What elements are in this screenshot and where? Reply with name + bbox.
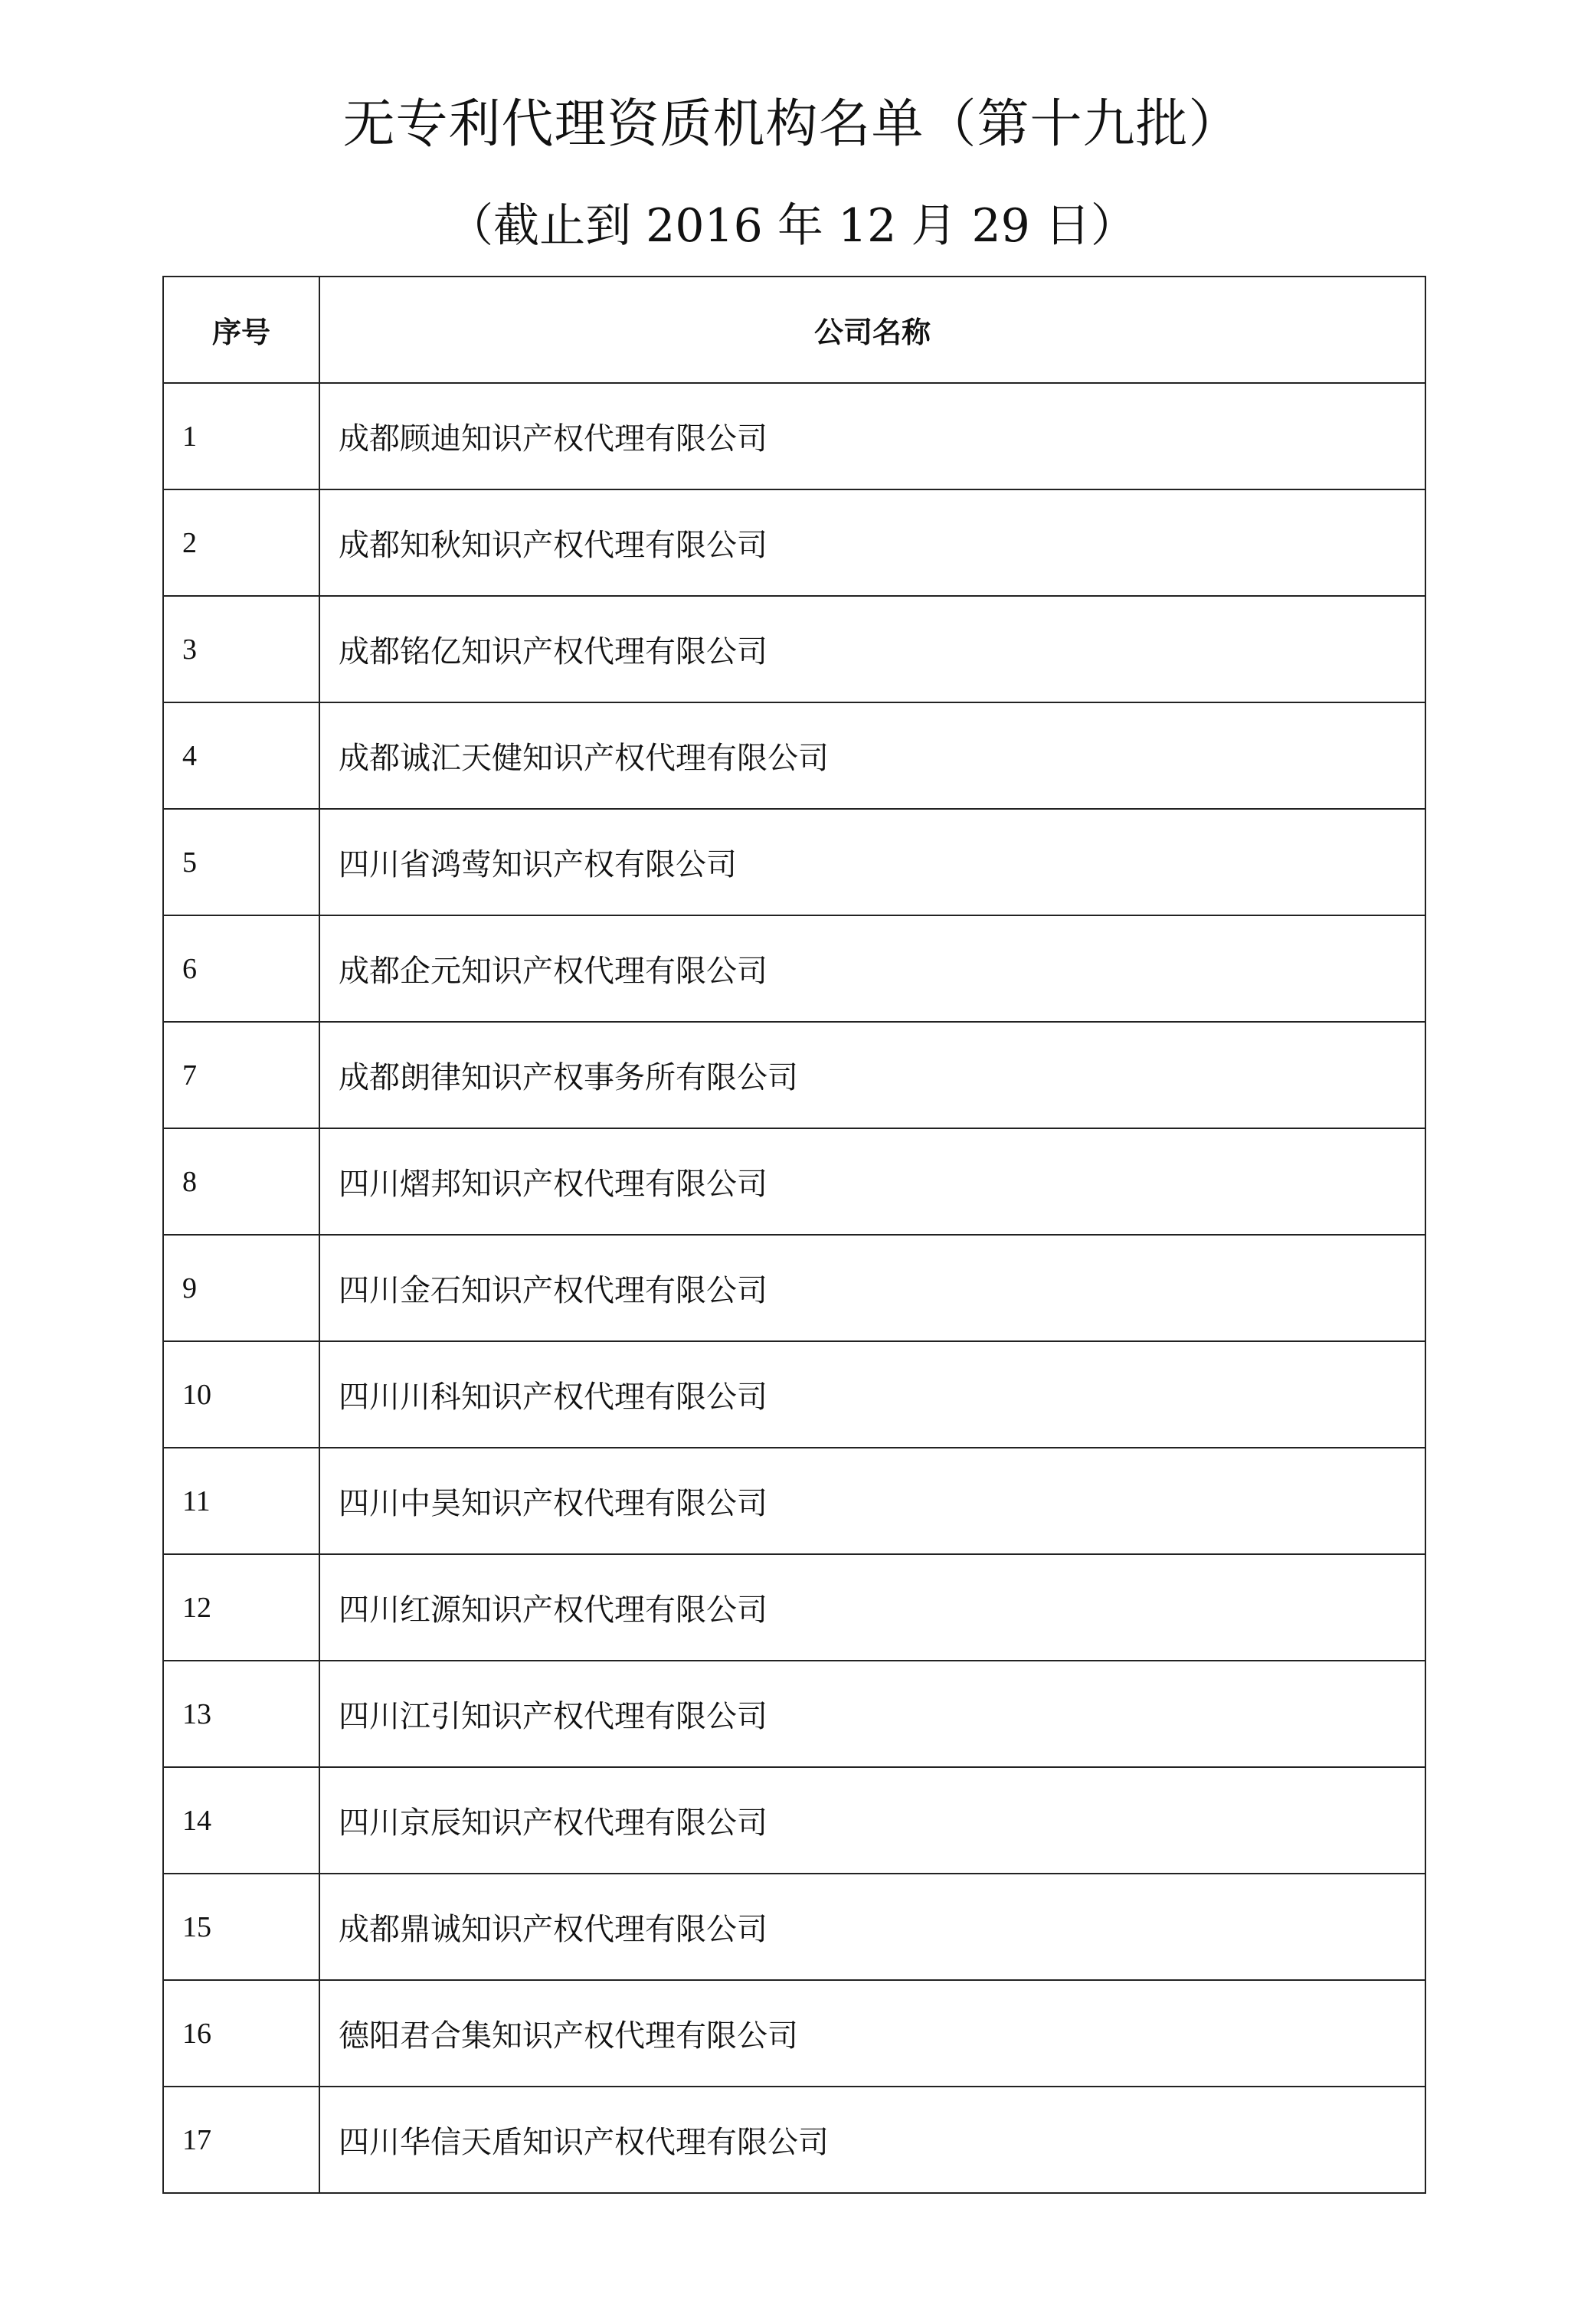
- table-row: [163, 1661, 1425, 1767]
- row-number: 5: [163, 809, 319, 915]
- header-number: 序号: [163, 277, 319, 383]
- row-company: 四川华信天盾知识产权代理有限公司: [319, 2087, 1425, 2193]
- row-number: 7: [163, 1022, 319, 1128]
- row-number: 14: [163, 1767, 319, 1874]
- table-row: [163, 1128, 1425, 1235]
- table-row: [163, 1554, 1425, 1661]
- row-number: 9: [163, 1235, 319, 1341]
- table-row: [163, 2087, 1425, 2193]
- row-number: 3: [163, 596, 319, 702]
- table-row: [163, 1235, 1425, 1341]
- row-company: 四川京辰知识产权代理有限公司: [319, 1767, 1425, 1874]
- row-number: 15: [163, 1874, 319, 1980]
- row-number: 8: [163, 1128, 319, 1235]
- row-company: 成都知秋知识产权代理有限公司: [319, 489, 1425, 596]
- table-row: [163, 383, 1425, 489]
- table-row: [163, 1767, 1425, 1874]
- row-company: 成都朗律知识产权事务所有限公司: [319, 1022, 1425, 1128]
- row-company: 德阳君合集知识产权代理有限公司: [319, 1980, 1425, 2087]
- document-title: 无专利代理资质机构名单（第十九批）: [342, 94, 1242, 155]
- row-company: 四川金石知识产权代理有限公司: [319, 1235, 1425, 1341]
- company-table: [162, 276, 1426, 2194]
- row-number: 11: [163, 1448, 319, 1554]
- row-company: 四川川科知识产权代理有限公司: [319, 1341, 1425, 1448]
- row-number: 6: [163, 915, 319, 1022]
- table-row: [163, 596, 1425, 702]
- row-company: 成都顾迪知识产权代理有限公司: [319, 383, 1425, 489]
- table-row: [163, 1341, 1425, 1448]
- row-number: 17: [163, 2087, 319, 2193]
- row-company: 成都诚汇天健知识产权代理有限公司: [319, 702, 1425, 809]
- document-subtitle: （截止到 2016 年 12 月 29 日）: [447, 199, 1137, 253]
- row-company: 四川熠邦知识产权代理有限公司: [319, 1128, 1425, 1235]
- row-company: 四川省鸿莺知识产权有限公司: [319, 809, 1425, 915]
- table-row: [163, 489, 1425, 596]
- row-company: 四川红源知识产权代理有限公司: [319, 1554, 1425, 1661]
- table-row: [163, 1022, 1425, 1128]
- row-company: 成都企元知识产权代理有限公司: [319, 915, 1425, 1022]
- table-row: [163, 1874, 1425, 1980]
- row-company: 成都鼎诚知识产权代理有限公司: [319, 1874, 1425, 1980]
- table-header-row: [163, 277, 1425, 383]
- row-number: 10: [163, 1341, 319, 1448]
- header-company: 公司名称: [319, 277, 1425, 383]
- table-row: [163, 809, 1425, 915]
- row-number: 4: [163, 702, 319, 809]
- row-number: 12: [163, 1554, 319, 1661]
- row-number: 16: [163, 1980, 319, 2087]
- row-number: 1: [163, 383, 319, 489]
- table-row: [163, 702, 1425, 809]
- table-row: [163, 1448, 1425, 1554]
- row-company: 成都铭亿知识产权代理有限公司: [319, 596, 1425, 702]
- row-number: 2: [163, 489, 319, 596]
- table-row: [163, 1980, 1425, 2087]
- row-company: 四川中昊知识产权代理有限公司: [319, 1448, 1425, 1554]
- row-number: 13: [163, 1661, 319, 1767]
- row-company: 四川江引知识产权代理有限公司: [319, 1661, 1425, 1767]
- table-row: [163, 915, 1425, 1022]
